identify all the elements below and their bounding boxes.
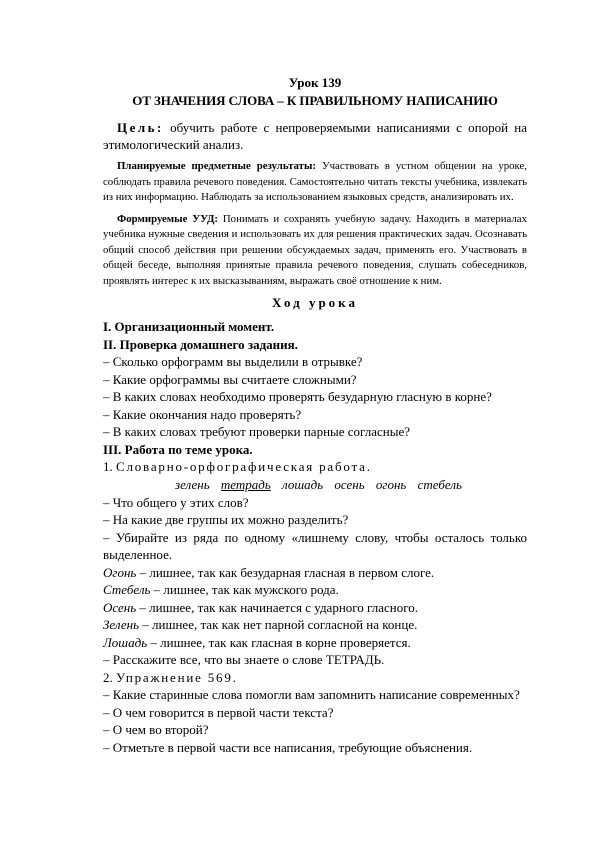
exercise-question: – Отметьте в первой части все написания, требующие объяснения. (103, 739, 473, 755)
answer-text: – лишнее, так как нет парной согласной на конце. (139, 617, 418, 632)
vocabulary-word: зелень (175, 476, 210, 492)
document-content (103, 75, 527, 756)
answer-line (103, 634, 527, 652)
lesson-number: Урок 139 (288, 75, 342, 90)
answer-text: – лишнее, так как мужского рода. (150, 582, 339, 597)
vocabulary-question: – На какие две группы их можно разделить? (103, 512, 349, 527)
answer-word: Огонь (103, 564, 137, 580)
section-homework-check: II. Проверка домашнего задания. (103, 336, 298, 352)
course-heading: Ход урока (272, 295, 358, 310)
uud-label: Формируемые УУД: (117, 212, 219, 225)
lesson-topic: ОТ ЗНАЧЕНИЯ СЛОВА – К ПРАВИЛЬНОМУ НАПИСАНИЮ (132, 93, 498, 108)
vocabulary-word-highlighted: тетрадь (220, 476, 271, 492)
task-1-heading (103, 458, 527, 476)
homework-question: – Какие окончания надо проверять? (103, 406, 302, 422)
exercise-question: – Какие старинные слова помогли вам запомнить написание современных? (103, 687, 520, 702)
answer-text: – лишнее, так как безударная гласная в первом слоге. (136, 564, 435, 580)
homework-question: – В каких словах требуют проверки парные согласные? (103, 424, 410, 439)
answer-text: – лишнее, так как гласная в корне проверяется. (147, 634, 411, 650)
answer-text: – лишнее, так как начинается с ударного гласного. (136, 599, 418, 615)
tell-about-word: – Расскажите все, что вы знаете о слове ТЕТРАДЬ. (103, 652, 385, 667)
vocabulary-word: стебель (417, 476, 462, 492)
results-label: Планируемые предметные результаты: (117, 160, 317, 172)
goal-text: обучить работе с непроверяемыми написаниями с опорой на этимологический анализ. (103, 120, 527, 152)
vocabulary-word: огонь (375, 476, 407, 492)
vocabulary-question: – Что общего у этих слов? (103, 494, 249, 510)
instruction: – Убирайте из ряда по одному «лишнему слову, чтобы осталось только выделенное. (103, 529, 527, 562)
answer-line (103, 581, 527, 599)
uud-paragraph (103, 212, 527, 290)
answer-word: Зелень (103, 617, 140, 632)
uud-text: Понимать и сохранять учебную задачу. Находить в материалах учебника нужные сведения и использовать их для решения практических задач. Осознавать общий способ действия при решении обсуждаемых задач, применять его. Участвовать в общей беседе, выполняя принятые правила речевого поведения, слушать собеседников, проявлять интерес к их высказываниям, выражать своё отношение к ним. (103, 212, 528, 287)
results-text: Участвовать в устном общении на уроке, соблюдать правила речевого поведения. Самостоятельно читать тексты учебника, извлекать из них информацию. Наблюдать за использованием языковых средств, анализировать их. (103, 160, 528, 203)
homework-question: – В каких словах необходимо проверять безударную гласную в корне? (103, 389, 492, 404)
vocabulary-word: осень (334, 476, 365, 492)
answer-word: Осень (103, 599, 137, 615)
task-2-number: 2. (103, 669, 116, 685)
exercise-question: – О чем во второй? (103, 722, 209, 737)
goal-paragraph (103, 119, 527, 153)
goal-label: Цель: (117, 120, 164, 135)
results-paragraph (103, 159, 527, 206)
task-1-number: 1. (103, 459, 116, 474)
answer-word: Стебель (103, 582, 151, 597)
homework-question: – Какие орфограммы вы считаете сложными? (103, 371, 357, 387)
exercise-question: – О чем говорится в первой части текста? (103, 704, 334, 720)
homework-question: – Сколько орфограмм вы выделили в отрывке? (103, 354, 363, 369)
answer-line (103, 616, 527, 634)
answer-line (103, 564, 527, 582)
answer-line (103, 599, 527, 617)
section-organizational: I. Организационный момент. (103, 319, 275, 334)
vocabulary-words (103, 476, 527, 494)
vocabulary-word: лошадь (282, 476, 324, 492)
task-1-title: Словарно-орфографическая работа. (116, 459, 372, 474)
task-2-heading (103, 669, 527, 687)
task-2-title: Упражнение 569. (116, 669, 238, 685)
section-lesson-topic-work: III. Работа по теме урока. (103, 441, 253, 457)
answer-word: Лошадь (103, 634, 148, 650)
